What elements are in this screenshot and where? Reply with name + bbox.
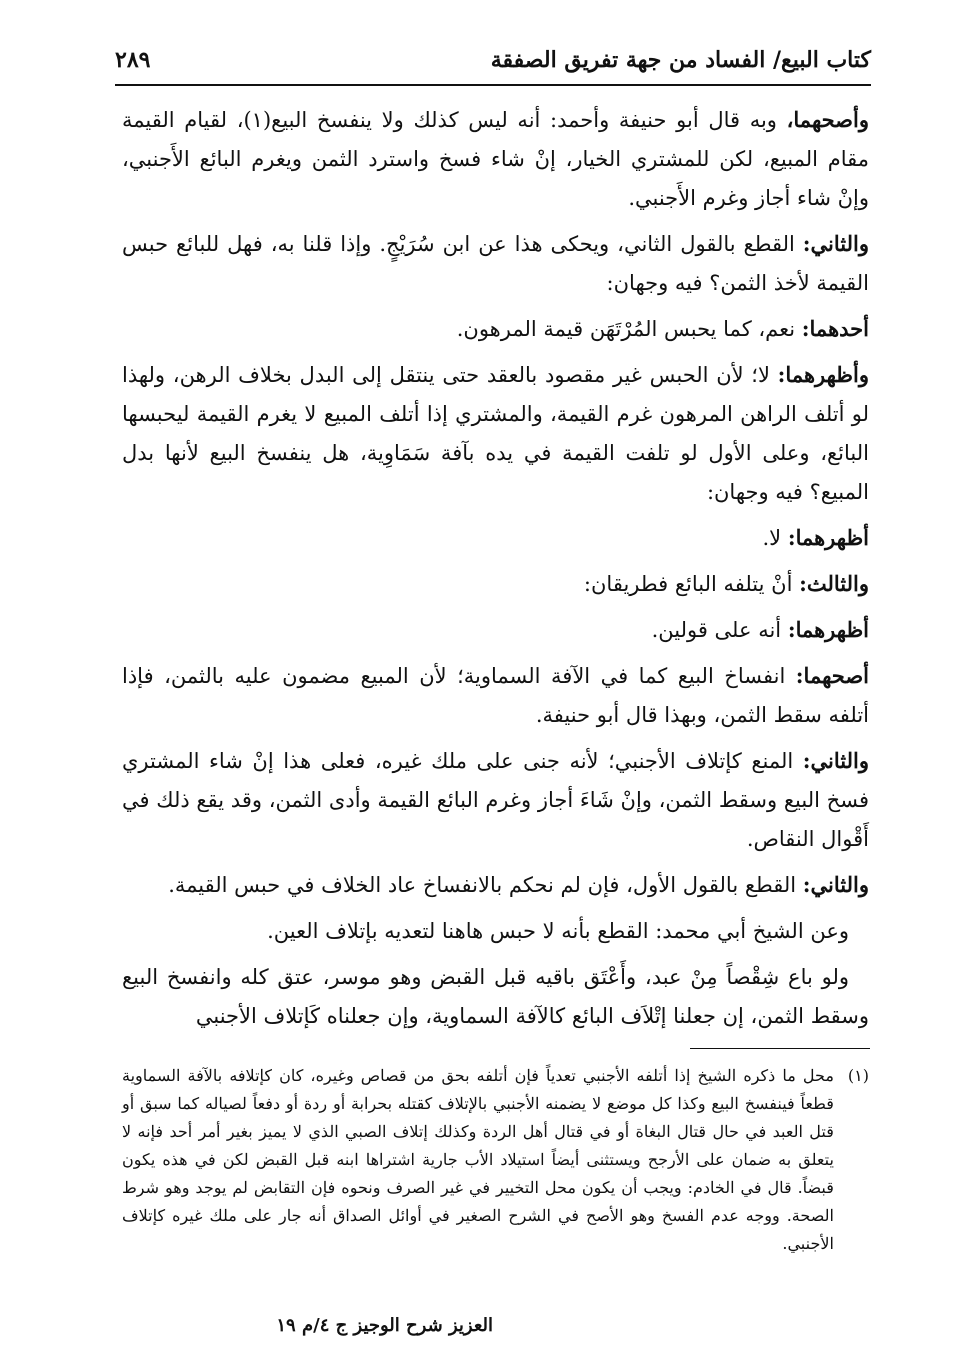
paragraph-text: أنْ يتلفه البائع فطريقان: xyxy=(583,572,800,596)
paragraph-term: والثاني: xyxy=(802,231,869,256)
paragraph xyxy=(122,741,869,859)
paragraph xyxy=(122,518,869,558)
paragraph xyxy=(122,564,869,604)
main-text xyxy=(122,100,869,1042)
footnote-text: محل ما ذكره الشيخ إذا أتلفه الأجنبي تعدياً فإن أتلفه بحق من قصاص وغيره، كان كإتلافه بالآفة السماوية قطعاً فينفسخ البيع وكذا كل موضع لا يضمنه الأجنبي بالإتلاف كقتله بحرابة أو ردة أو دفعاً لصياله كما سبق أو قتل العبد في حال قتال البغاة أو في قتال أهل الردة وكذلك إتلاف الصبي الذي لا يميز بغير أمر أحد فإنه لا يتعلق به ضمان على الأرجح ويستثنى أيضاً استيلاد الأب جارية اشتراها ابنه قبل القبض لكن في هذه يكون قبضاً. قال في الخادم: ويجب أن يكون محل التخيير في غير الصرف ونحوه فإن التقابض لم يوجد وهو شرط الصحة. ووجه عدم الفسخ وهو الأصح في الشرح الصغير في أوائل الصداق أنه جار على ملك غيره كإتلاف الأجنبي. xyxy=(122,1066,834,1253)
paragraph xyxy=(122,911,869,951)
paragraph xyxy=(122,309,869,349)
paragraph-text: نعم، كما يحبس المُرْتَهَن قيمة المرهون. xyxy=(456,317,802,341)
paragraph-text: لا. xyxy=(762,526,788,550)
paragraph xyxy=(122,100,869,218)
header-title: كتاب البيع/ الفساد من جهة تفريق الصفقة xyxy=(490,47,871,73)
paragraph-term: والثالث: xyxy=(799,571,869,596)
signature-mark: العزيز شرح الوجيز ج ٤/م ١٩ xyxy=(276,1315,493,1336)
paragraph-term: أظهرهما: xyxy=(787,617,869,642)
footnote-rule xyxy=(690,1048,870,1049)
paragraph-text: ولو باع شِقْصاً مِنْ عبد، وأَعْتَق باقيه قبل القبض وهو موسر، عتق كله وانفسخ البيع وسقط الثمن، إن جعلنا إتْلاَف البائع كالآفة السماوية، وإن جعلناه كَإتلاف الأجنبي xyxy=(122,965,869,1028)
header-rule xyxy=(115,84,871,86)
paragraph xyxy=(122,865,869,905)
running-header xyxy=(115,40,871,80)
paragraph-text: لا؛ لأن الحبس غير مقصود بالعقد حتى ينتقل إلى البدل بخلاف الرهن، ولهذا لو أتلف الراهن المرهون غرم القيمة، والمشتري إذا أتلف المبيع لا يغرم القيمة ليحبسها البائع، وعلى الأول لو تلفت القيمة في يده بآفة سَمَاوِية، هل ينفسخ البيع لأنها بدل المبيع؟ فيه وجهان: xyxy=(122,363,869,504)
paragraph-text: انفساخ البيع كما في الآفة السماوية؛ لأن المبيع مضمون عليه بالثمن، فإذا أتلفه سقط الثمن، وبهذا قال أبو حنيفة. xyxy=(122,664,869,727)
paragraph-term: والثاني: xyxy=(802,748,869,773)
paragraph-text: القطع بالقول الأول، فإن لم نحكم بالانفساخ عاد الخلاف في حبس القيمة. xyxy=(168,873,803,897)
paragraph xyxy=(122,957,869,1036)
paragraph-text: المنع كإتلاف الأجنبي؛ لأنه جنى على ملك غيره، فعلى هذا إنْ شاء المشتري فسخ البيع وسقط الثمن، وإنْ شَاءَ أجاز وغرم البائع القيمة وأدى الثمن، وقد يقع ذلك في أَقْوال النقاص. xyxy=(122,749,869,851)
paragraph-term: أحدهما: xyxy=(801,316,869,341)
paragraph-term: أظهرهما: xyxy=(787,525,869,550)
paragraph-term: والثاني: xyxy=(802,872,869,897)
paragraph-text: وعن الشيخ أبي محمد: القطع بأنه لا حبس هاهنا لتعديه بإتلاف العين. xyxy=(267,919,849,943)
paragraph-term: أصحهما: xyxy=(795,663,869,688)
paragraph-term: وأظهرهما: xyxy=(777,362,869,387)
paragraph xyxy=(122,610,869,650)
paragraph xyxy=(122,656,869,735)
paragraph-text: أنه على قولين. xyxy=(651,618,788,642)
page-number: ٢٨٩ xyxy=(115,47,151,73)
paragraph-text: القطع بالقول الثاني، ويحكى هذا عن ابن سُرَيْجٍ. وإذا قلنا به، فهل للبائع حبس القيمة لأخذ الثمن؟ فيه وجهان: xyxy=(122,232,869,295)
paragraph xyxy=(122,224,869,303)
paragraph-term: وأصحهما، xyxy=(786,107,869,132)
paragraph xyxy=(122,355,869,512)
footnote-number: (١) xyxy=(847,1066,869,1085)
paragraph-text: وبه قال أبو حنيفة وأحمد: أنه ليس كذلك ولا ينفسخ البيع(١)، لقيام القيمة مقام المبيع، لكن للمشتري الخيار، إنْ شاء فسخ واسترد الثمن ويغرم البائع الأَجنبي، وإنْ شاء أجاز وغرم الأَجنبي. xyxy=(122,108,869,210)
footnote xyxy=(122,1062,869,1258)
